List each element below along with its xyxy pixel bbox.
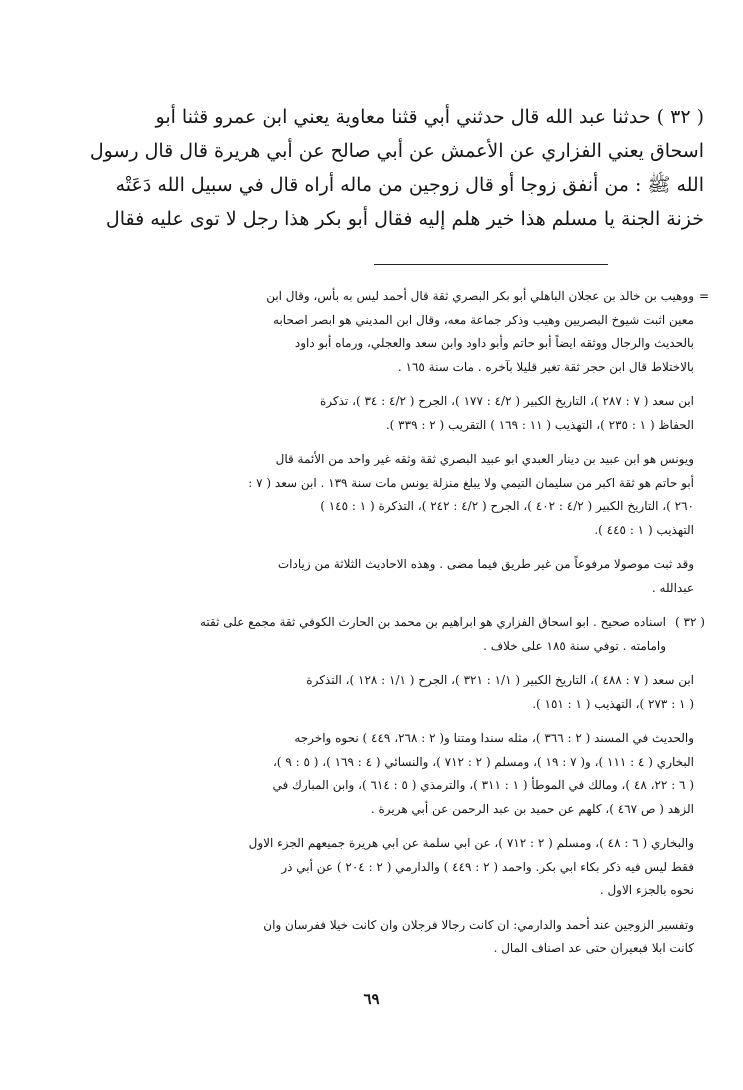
footnote-line: التهذيب ( ١ : ٤٤٥ ). (594, 522, 694, 537)
footnote-tafsir-zawjain (92, 914, 712, 961)
footnote-yunus (92, 448, 712, 542)
footnote-line: ( ٦ : ٢٢، ٤٨ )، ومالك في الموطأ ( ١ : ٣١١ )، والترمذي ( ٥ : ٦١٤ )، وابن المبارك في (272, 778, 694, 792)
footnote-continuation-wuhaib (92, 285, 712, 379)
footnote-line: أبو حاتم هو ثقة اكبر من سليمان التيمي ولا يبلغ منزلة يونس مات سنة ١٣٩ . ابن سعد ( ٧ : (248, 475, 694, 490)
main-text-line: خزنة الجنة يا مسلم هذا خير هلم إليه فقال أبو بكر هذا رجل لا توى عليه فقال (105, 208, 704, 230)
footnote-32-isnad (92, 611, 712, 658)
hadith-main-text (89, 100, 704, 236)
footnote-line: ( ١ : ٢٧٣ )، التهذيب ( ١ : ١٥١ ). (532, 696, 694, 711)
footnote-line: والبخاري ( ٦ : ٤٨ )، ومسلم ( ٢ : ٧١٢ )، عن ابي سلمة عن ابي هريرة جميعهم الجزء الاول (248, 836, 694, 850)
footnote-marfu (92, 553, 712, 600)
footnote-line: عبدالله . (651, 580, 694, 595)
footnote-line: نحوه بالجزء الاول . (599, 883, 694, 897)
footnote-line: اسناده صحيح . ابو اسحاق الفزاري هو ابراهيم بن محمد بن الحارث الكوفي ثقة مجمع على ثقته (199, 615, 666, 629)
footnote-line: ابن سعد ( ٧ : ٤٨٨ )، التاريخ الكبير ( ١/١ : ٣٢١ )، الجرح ( ١/١ : ١٢٨ )، التذكرة (306, 673, 694, 687)
footnote-references-fazari (92, 669, 712, 716)
footnote-line: ٢٦٠ )، التاريخ الكبير ( ٤/٢ : ٤٠٢ )، الجرح ( ٤/٢ : ٢٤٢ )، التذكرة ( ١ : ١٤٥ ) (320, 499, 694, 513)
footnote-line: فقط ليس فيه ذكر بكاء ابي بكر. واحمد ( ٢ : ٤٤٩ ) والدارمي ( ٢ : ٢٠٤ ) عن أبي ذر (281, 859, 694, 874)
footnote-line: وتفسير الزوجين عند أحمد والدارمي: ان كانت رجالا فرجلان وان كانت خيلا ففرسان وان (263, 917, 694, 932)
footnote-line: الحفاظ ( ١ : ٢٣٥ )، التهذيب ( ١١ : ١٦٩ ) التقريب ( ٢ : ٣٣٩ ). (385, 417, 694, 432)
footnote-line: وقد ثبت موصولا مرفوعاً من غير طريق فيما مضى . وهذه الاحاديث الثلاثة من زيادات (277, 557, 694, 571)
main-text-line: ( ٣٢ ) حدثنا عبد الله قال حدثني أبي قثنا معاوية يعني ابن عمرو قثنا أبو (155, 106, 704, 128)
footnote-takhrij-bukhari (92, 832, 712, 903)
footnote-line: الزهد ( ص ٤٦٧ )، كلهم عن حميد بن عبد الرحمن عن أبي هريرة . (370, 801, 694, 816)
footnotes-section (92, 285, 712, 972)
main-text-line: الله ﷺ : من أنفق زوجا أو قال زوجين من ماله أراه قال في سبيل الله دَعَتْه (115, 174, 704, 196)
footnote-line: بالاختلاط قال ابن حجر ثقة تغير قليلا بآخره . مات سنة ١٦٥ . (397, 359, 694, 374)
footnote-line: ابن سعد ( ٧ : ٢٨٧ )، التاريخ الكبير ( ٤/٢ : ١٧٧ )، الجرح ( ٤/٢ : ٣٤ )، تذكرة (320, 394, 694, 408)
footnote-line: ويونس هو ابن عبيد بن دينار العبدي ابو عبيد البصري ثقة وثقه غير واحد من الأئمة قال (275, 452, 694, 466)
footnote-references-wuhaib (92, 390, 712, 437)
footnote-line: ووهيب بن خالد بن عجلان الباهلي أبو بكر البصري ثقة قال أحمد ليس به بأس، وقال ابن (266, 289, 694, 303)
footnote-line: وامامته . توفي سنة ١٨٥ على خلاف . (483, 638, 666, 653)
footnote-line: البخاري ( ٤ : ١١١ )، و( ٧ : ١٩ )، ومسلم ( ٢ : ٧١٢ )، والنسائي ( ٤ : ١٦٩ )، ( ٥ : ٩ )، (272, 754, 694, 769)
page-number: ٦٩ (363, 990, 380, 1008)
footnote-line: معين اثبت شيوخ البصريين وهيب وذكر جماعة معه، وقال ابن المديني هو ابصر اصحابه (273, 312, 694, 327)
footnote-line: بالحديث والرجال ووثقه ايضاً أبو حاتم وأبو داود وابن سعد والعجلي، ورماه أبو داود (294, 336, 694, 350)
footnote-line: والحديث في المسند ( ٢ : ٣٦٦ )، مثله سندا ومتنا و( ٢ : ٢٦٨، ٤٤٩ ) نحوه واخرجه (294, 731, 694, 745)
continuation-marker: = (698, 289, 710, 303)
footnote-takhrij-musnad (92, 727, 712, 821)
footnote-separator-rule (374, 264, 608, 265)
main-text-line: اسحاق يعني الفزاري عن الأعمش عن أبي صالح عن أبي هريرة قال قال رسول (89, 140, 704, 162)
footnote-number: ( ٣٢ ) (675, 615, 705, 629)
footnote-line: كانت ابلا فبعيران حتى عد اصناف المال . (493, 941, 694, 955)
